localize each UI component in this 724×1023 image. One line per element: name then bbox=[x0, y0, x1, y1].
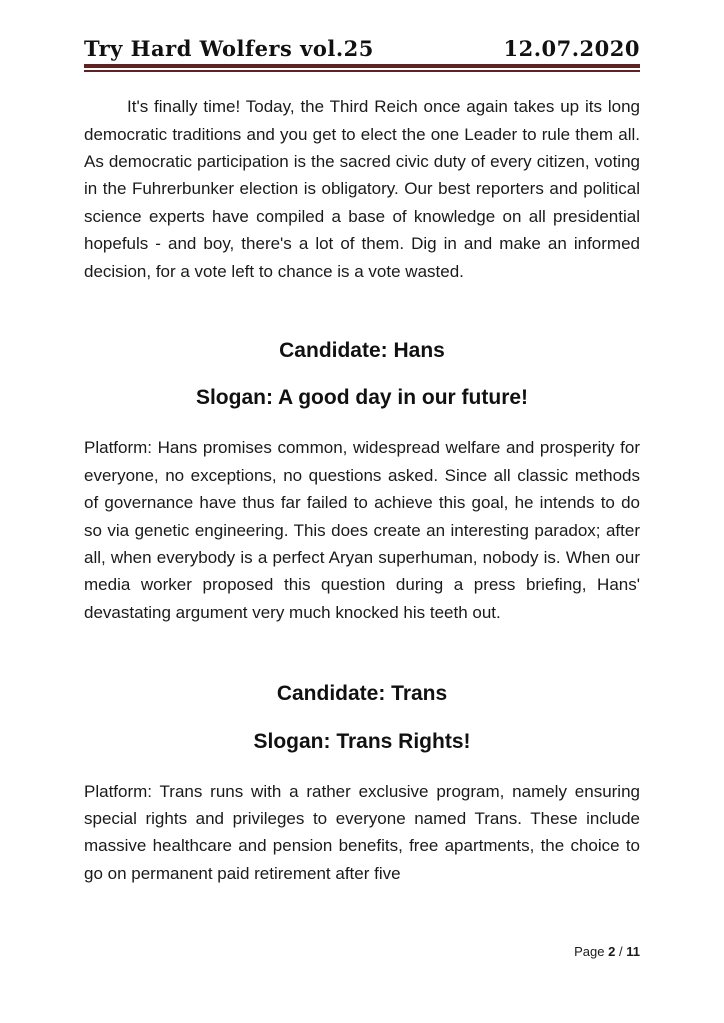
candidate-heading: Candidate: Hans bbox=[279, 339, 445, 363]
section-candidate-trans bbox=[84, 681, 640, 887]
page-separator: / bbox=[619, 944, 623, 959]
newsletter-title: Try Hard Wolfers vol.25 bbox=[84, 36, 374, 61]
page-label: Page bbox=[574, 944, 605, 959]
platform-paragraph: Platform: Trans runs with a rather exclusive program, namely ensuring special rights and privileges to everyone named Trans. These include massive healthcare and pension benefits, free apartments, the choice to go on permanent paid retirement after five bbox=[84, 781, 640, 883]
platform-paragraph: Platform: Hans promises common, widespread welfare and prosperity for everyone, no exceptions, no questions asked. Since all classic methods of governance have thus far failed to achieve this goal, he intends to do so via genetic engineering. This does create an interesting paradox; after all, when everybody is a perfect Aryan superhuman, nobody is. When our media worker proposed this question during a press briefing, Hans' devastating argument very much knocked his teeth out. bbox=[84, 438, 640, 622]
page-header bbox=[84, 36, 640, 61]
issue-date: 12.07.2020 bbox=[503, 36, 640, 61]
section-candidate-hans bbox=[84, 338, 640, 626]
total-page-count: 11 bbox=[626, 944, 640, 959]
candidate-heading: Candidate: Trans bbox=[276, 682, 448, 706]
page-number-footer bbox=[574, 944, 640, 960]
header-divider-rule bbox=[84, 64, 640, 72]
slogan-heading: Slogan: Trans Rights! bbox=[253, 730, 471, 754]
current-page-number: 2 bbox=[608, 944, 616, 959]
slogan-heading: Slogan: A good day in our future! bbox=[195, 386, 529, 410]
intro-paragraph: It's finally time! Today, the Third Reich once again takes up its long democratic traditions and you get to elect the one Leader to rule them all. As democratic participation is the sacred civic duty of every citizen, voting in the Fuhrerbunker election is obligatory. Our best reporters and political science experts have compiled a base of knowledge on all presidential hopefuls - and boy, there's a lot of them. Dig in and make an informed decision, for a vote left to chance is a vote wasted. bbox=[84, 97, 640, 281]
